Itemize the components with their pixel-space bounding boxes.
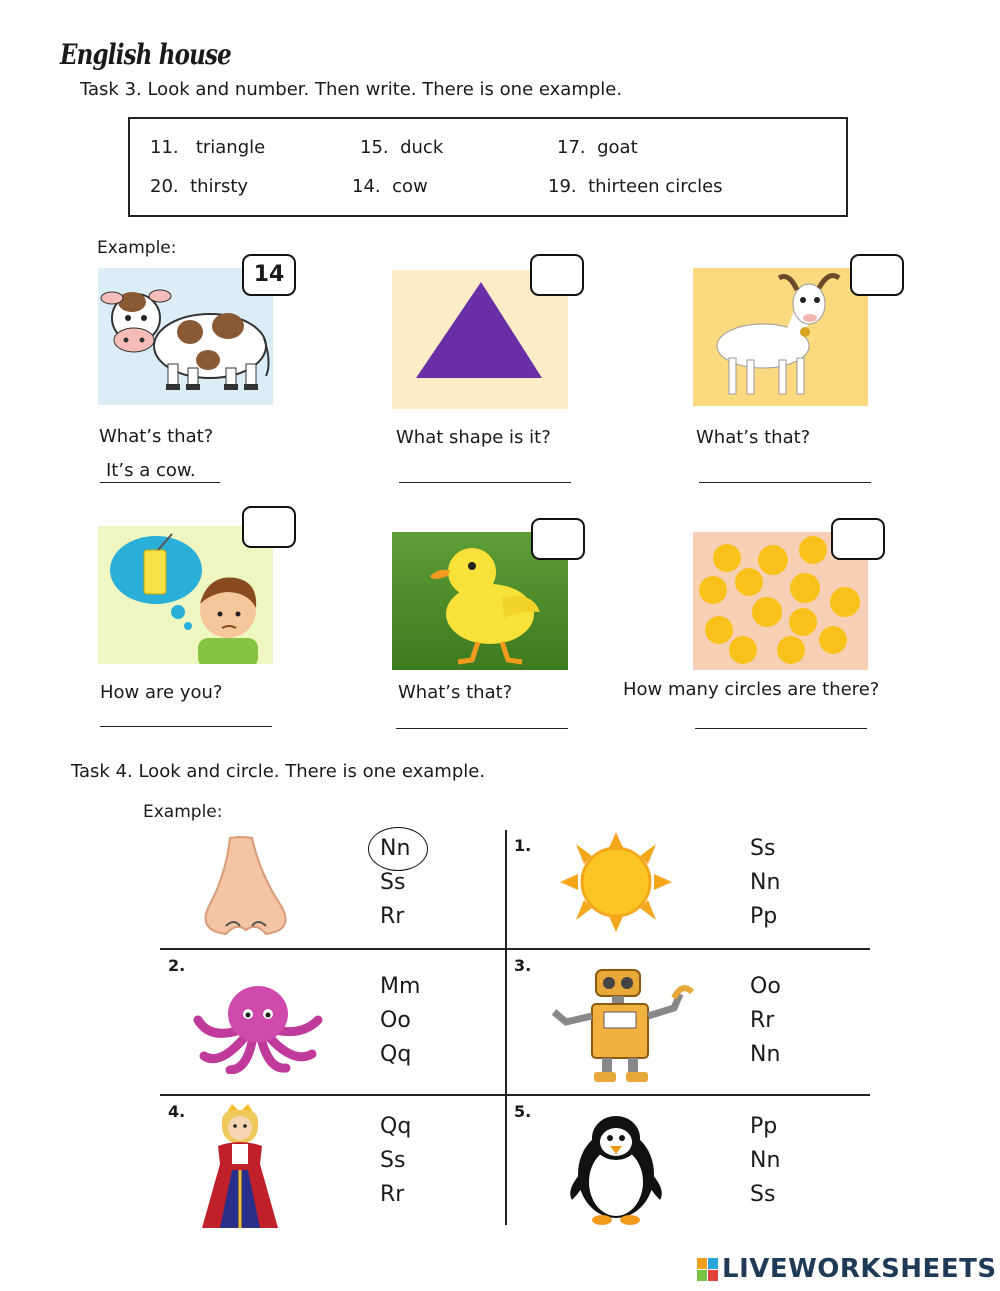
letter-option[interactable]: Rr — [750, 1008, 775, 1033]
letter-option[interactable]: Qq — [380, 1114, 412, 1139]
penguin-picture — [566, 1108, 666, 1230]
letter-option[interactable]: Nn — [750, 1042, 781, 1067]
triangle-icon — [416, 282, 542, 378]
liveworksheets-logo[interactable]: LIVEWORKSHEETS — [722, 1254, 997, 1284]
question: What’s that? — [696, 427, 811, 448]
letter-options — [750, 832, 780, 934]
number-box[interactable] — [242, 506, 296, 548]
letter-options — [380, 1110, 411, 1212]
question: How many circles are there? — [623, 679, 880, 700]
word-bank-item: 19. thirteen circles — [548, 176, 723, 197]
number-box[interactable] — [850, 254, 904, 296]
grid-divider — [160, 1094, 870, 1096]
goat-picture — [693, 268, 868, 406]
example-label: Example: — [97, 238, 177, 258]
letter-option[interactable]: Nn — [750, 1148, 781, 1173]
nose-picture — [196, 834, 296, 942]
word-bank — [128, 117, 848, 217]
answer-line — [100, 482, 220, 483]
task3-instruction: Task 3. Look and number. Then write. There is one example. — [80, 79, 623, 100]
letter-options — [380, 832, 410, 934]
number-box[interactable] — [831, 518, 885, 560]
word-bank-item: 17. goat — [557, 137, 638, 158]
penguin-icon — [566, 1108, 666, 1226]
goat-icon — [693, 268, 868, 406]
grid-divider — [505, 830, 507, 1225]
answer-line[interactable] — [399, 482, 571, 483]
letter-option[interactable]: Nn — [380, 836, 411, 861]
grid-divider — [160, 948, 870, 950]
item-number: 4. — [168, 1102, 186, 1121]
letter-option[interactable]: Oo — [380, 1008, 411, 1033]
queen-picture — [200, 1104, 280, 1236]
answer-line[interactable] — [695, 728, 867, 729]
number-box[interactable] — [530, 254, 584, 296]
letter-option[interactable]: Pp — [750, 904, 778, 929]
answer-line[interactable] — [396, 728, 568, 729]
nose-icon — [196, 834, 296, 938]
octopus-icon — [190, 980, 324, 1074]
liveworksheets-logo-icon — [697, 1258, 719, 1282]
question: What shape is it? — [396, 427, 551, 448]
word-bank-item: 11. triangle — [150, 137, 266, 158]
number-box: 14 — [242, 254, 296, 296]
letter-option[interactable]: Nn — [750, 870, 781, 895]
task4-instruction: Task 4. Look and circle. There is one example. — [71, 761, 486, 782]
answer-line[interactable] — [100, 726, 272, 727]
sun-picture — [560, 832, 672, 936]
word-bank-item: 15. duck — [360, 137, 444, 158]
letter-option[interactable]: Ss — [750, 836, 776, 861]
letter-option[interactable]: Ss — [750, 1182, 776, 1207]
item-number: 2. — [168, 956, 186, 975]
letter-option[interactable]: Qq — [380, 1042, 412, 1067]
letter-option[interactable]: Ss — [380, 870, 406, 895]
question: How are you? — [100, 682, 223, 703]
item-number: 3. — [514, 956, 532, 975]
letter-option[interactable]: Pp — [750, 1114, 778, 1139]
number-box[interactable] — [531, 518, 585, 560]
question: What’s that? — [99, 426, 214, 447]
item-number: 5. — [514, 1102, 532, 1121]
item-number: 1. — [514, 836, 532, 855]
word-bank-item: 20. thirsty — [150, 176, 249, 197]
example-label: Example: — [143, 802, 223, 822]
page-title: English house — [60, 38, 231, 71]
letter-option[interactable]: Rr — [380, 1182, 405, 1207]
robot-icon — [546, 968, 696, 1086]
letter-option[interactable]: Rr — [380, 904, 405, 929]
question: What’s that? — [398, 682, 513, 703]
letter-option[interactable]: Ss — [380, 1148, 406, 1173]
letter-options — [380, 970, 420, 1072]
letter-option[interactable]: Oo — [750, 974, 781, 999]
word-bank-item: 14. cow — [352, 176, 428, 197]
letter-options — [750, 970, 781, 1072]
sun-icon — [560, 832, 672, 932]
octopus-picture — [190, 980, 324, 1078]
letter-option[interactable]: Mm — [380, 974, 421, 999]
answer: It’s a cow. — [106, 460, 196, 481]
queen-icon — [200, 1104, 280, 1232]
robot-picture — [546, 968, 696, 1090]
answer-line[interactable] — [699, 482, 871, 483]
letter-options — [750, 1110, 780, 1212]
